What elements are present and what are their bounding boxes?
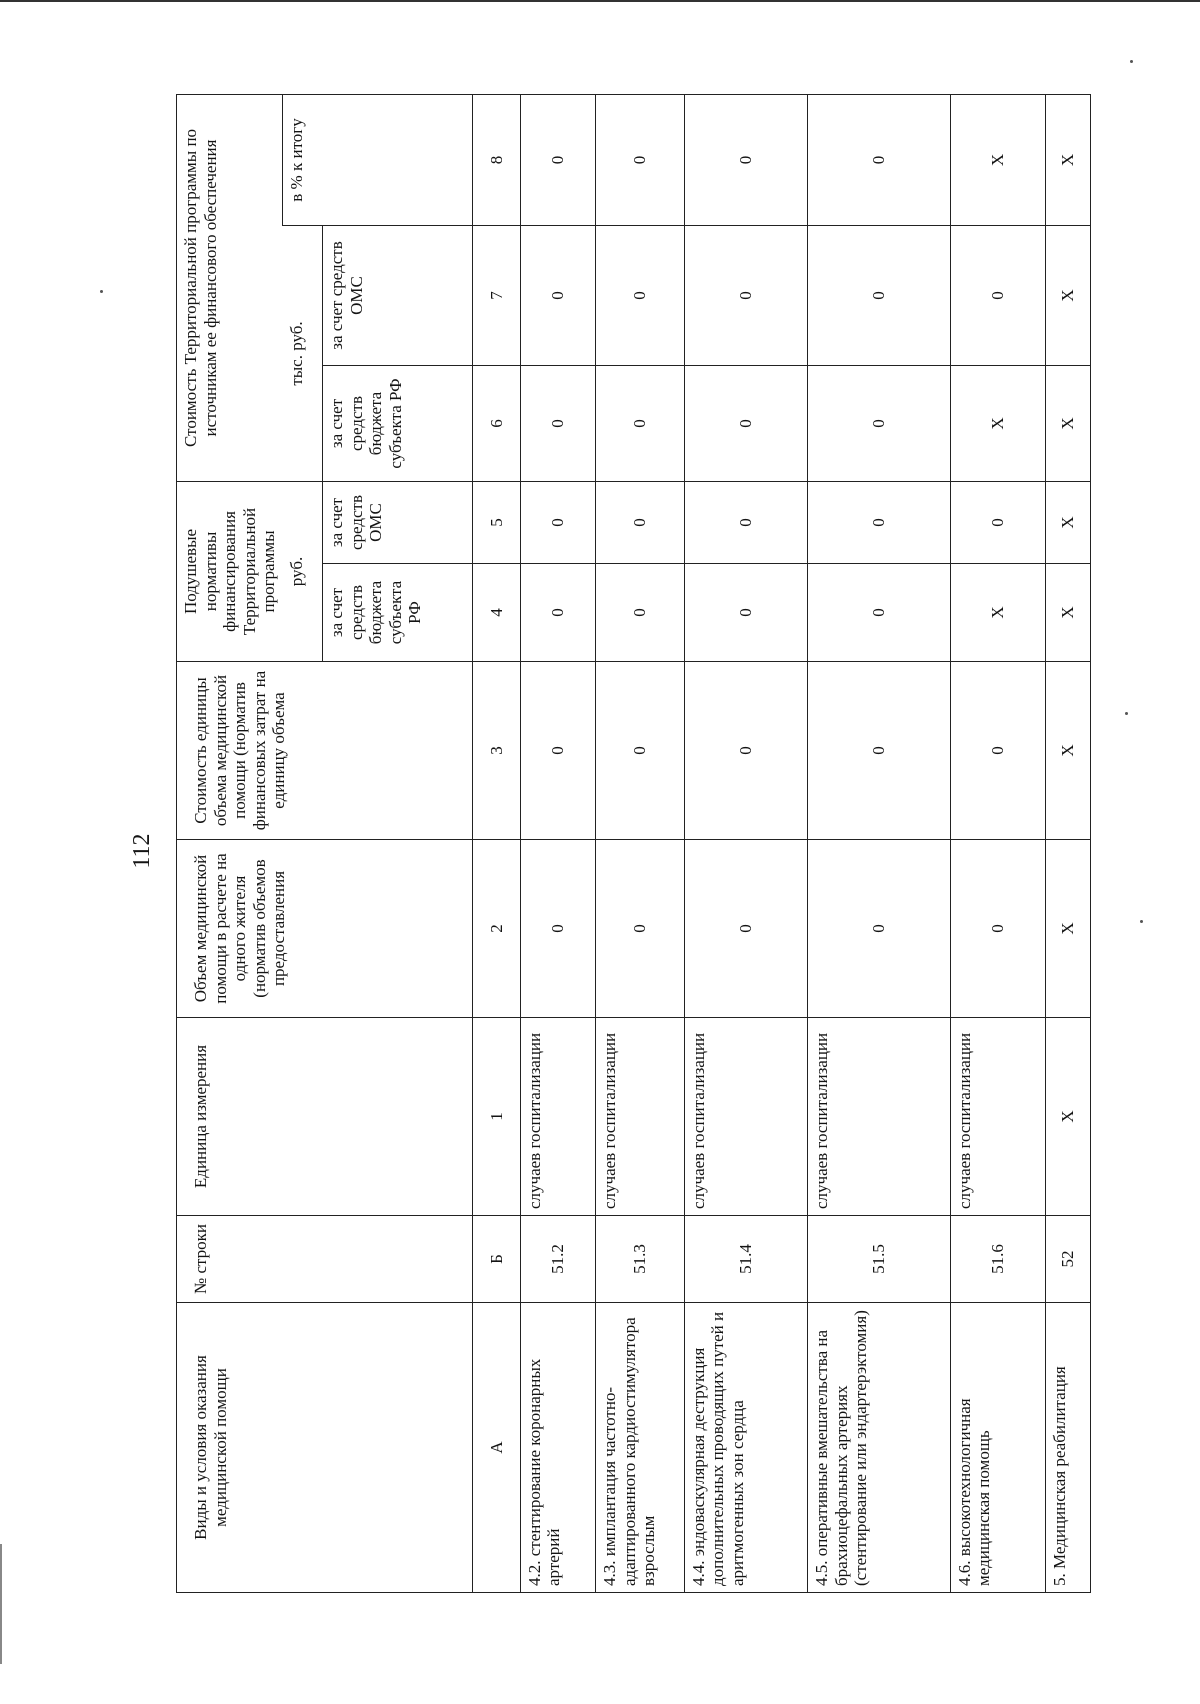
row-per-capita-oms: Х [1045, 481, 1090, 563]
row-percent: 0 [808, 94, 951, 225]
row-per-capita-oms: 0 [684, 481, 807, 563]
row-cost-budget: 0 [596, 365, 685, 481]
program-cost-table [176, 94, 1091, 1593]
header-group-cost: Стоимость Территориальной программы по источникам ее финансового обеспечения [177, 94, 283, 481]
row-line-number: 51.3 [596, 1216, 685, 1303]
row-name: 5. Медицинская реабилитация [1045, 1303, 1090, 1593]
row-per-capita-budget: 0 [684, 564, 807, 662]
row-percent: Х [950, 94, 1045, 225]
row-volume: 0 [950, 840, 1045, 1018]
row-line-number: 52 [1045, 1216, 1090, 1303]
row-name: 4.2. стентирование коронарных артерий [520, 1303, 596, 1593]
header-col-1: Единица измерения [177, 1018, 473, 1216]
scan-speck [100, 290, 103, 293]
row-unit-cost: 0 [596, 662, 685, 840]
row-cost-oms: 0 [808, 225, 951, 365]
row-per-capita-budget: Х [950, 564, 1045, 662]
scan-speck [1130, 60, 1133, 63]
index-cell: 1 [473, 1018, 521, 1216]
row-volume: Х [1045, 840, 1090, 1018]
table-row [596, 94, 685, 1592]
top-rule [0, 0, 1200, 2]
header-unit-thousand-rub: тыс. руб. [283, 225, 323, 481]
row-per-capita-budget: 0 [808, 564, 951, 662]
row-cost-oms: 0 [520, 225, 596, 365]
row-unit-cost: Х [1045, 662, 1090, 840]
row-cost-oms: 0 [950, 225, 1045, 365]
table-row [1045, 94, 1090, 1592]
row-cost-oms: Х [1045, 225, 1090, 365]
row-per-capita-budget: 0 [520, 564, 596, 662]
page-number: 112 [129, 833, 155, 869]
table-row [950, 94, 1045, 1592]
row-unit-cost: 0 [808, 662, 951, 840]
rotated-table-frame [176, 95, 1091, 1593]
row-cost-budget: 0 [520, 365, 596, 481]
header-col-2: Объем медицинской помощи в расчете на одного жителя (норматив объемов предоставления [177, 840, 473, 1018]
row-cost-budget: Х [950, 365, 1045, 481]
row-unit: случаев госпитализации [520, 1018, 596, 1216]
row-unit: случаев госпитализации [950, 1018, 1045, 1216]
header-col-7: за счет средств ОМС [323, 225, 473, 365]
rotated-table-content [176, 95, 1091, 1593]
row-name: 4.6. высокотехнологичная медицинская помощь [950, 1303, 1045, 1593]
scan-speck [1140, 920, 1143, 923]
row-line-number: 51.5 [808, 1216, 951, 1303]
row-line-number: 51.4 [684, 1216, 807, 1303]
row-volume: 0 [596, 840, 685, 1018]
header-col-b: № строки [177, 1216, 473, 1303]
table-row [520, 94, 596, 1592]
row-unit-cost: 0 [684, 662, 807, 840]
row-unit: случаев госпитализации [596, 1018, 685, 1216]
row-volume: 0 [808, 840, 951, 1018]
row-name: 4.4. эндоваскулярная деструкция дополнительных проводящих путей и аритмогенных зон сердца [684, 1303, 807, 1593]
row-unit-cost: 0 [950, 662, 1045, 840]
scan-edge-mark [0, 1544, 2, 1664]
row-per-capita-oms: 0 [808, 481, 951, 563]
index-cell: 7 [473, 225, 521, 365]
row-percent: 0 [684, 94, 807, 225]
header-col-4: за счет средств бюджета субъекта РФ [323, 564, 473, 662]
row-volume: 0 [520, 840, 596, 1018]
header-col-5: за счет средств ОМС [323, 481, 473, 563]
header-col-3: Стоимость единицы объема медицинской помощи (норматив финансовых затрат на единицу объема [177, 662, 473, 840]
table-row [684, 94, 807, 1592]
header-unit-rub: руб. [283, 481, 323, 661]
row-cost-budget: Х [1045, 365, 1090, 481]
index-cell: 8 [473, 94, 521, 225]
row-percent: Х [1045, 94, 1090, 225]
index-cell: Б [473, 1216, 521, 1303]
row-line-number: 51.2 [520, 1216, 596, 1303]
row-per-capita-oms: 0 [596, 481, 685, 563]
index-cell: А [473, 1303, 521, 1593]
row-unit-cost: 0 [520, 662, 596, 840]
index-row [473, 94, 521, 1592]
row-percent: 0 [596, 94, 685, 225]
index-cell: 6 [473, 365, 521, 481]
row-unit: случаев госпитализации [808, 1018, 951, 1216]
row-per-capita-oms: 0 [950, 481, 1045, 563]
row-line-number: 51.6 [950, 1216, 1045, 1303]
row-per-capita-budget: Х [1045, 564, 1090, 662]
row-percent: 0 [520, 94, 596, 225]
header-col-6: за счет средств бюджета субъекта РФ [323, 365, 473, 481]
row-cost-oms: 0 [596, 225, 685, 365]
row-name: 4.5. оперативные вмешательства на брахиоцефальных артериях (стентирование или эндартерэктомия) [808, 1303, 951, 1593]
table-row [808, 94, 951, 1592]
row-cost-budget: 0 [808, 365, 951, 481]
row-per-capita-oms: 0 [520, 481, 596, 563]
row-cost-oms: 0 [684, 225, 807, 365]
row-per-capita-budget: 0 [596, 564, 685, 662]
row-unit: Х [1045, 1018, 1090, 1216]
index-cell: 3 [473, 662, 521, 840]
index-cell: 2 [473, 840, 521, 1018]
index-cell: 5 [473, 481, 521, 563]
row-cost-budget: 0 [684, 365, 807, 481]
header-col-a: Виды и условия оказания медицинской помощи [177, 1303, 473, 1593]
scan-speck [1125, 712, 1128, 715]
header-group-per-capita: Подушевые нормативы финансирования Территориальной программы [177, 481, 283, 661]
row-volume: 0 [684, 840, 807, 1018]
header-col-8: в % к итогу [283, 94, 473, 225]
row-unit: случаев госпитализации [684, 1018, 807, 1216]
index-cell: 4 [473, 564, 521, 662]
row-name: 4.3. имплантация частотно-адаптированного кардиостимулятора взрослым [596, 1303, 685, 1593]
